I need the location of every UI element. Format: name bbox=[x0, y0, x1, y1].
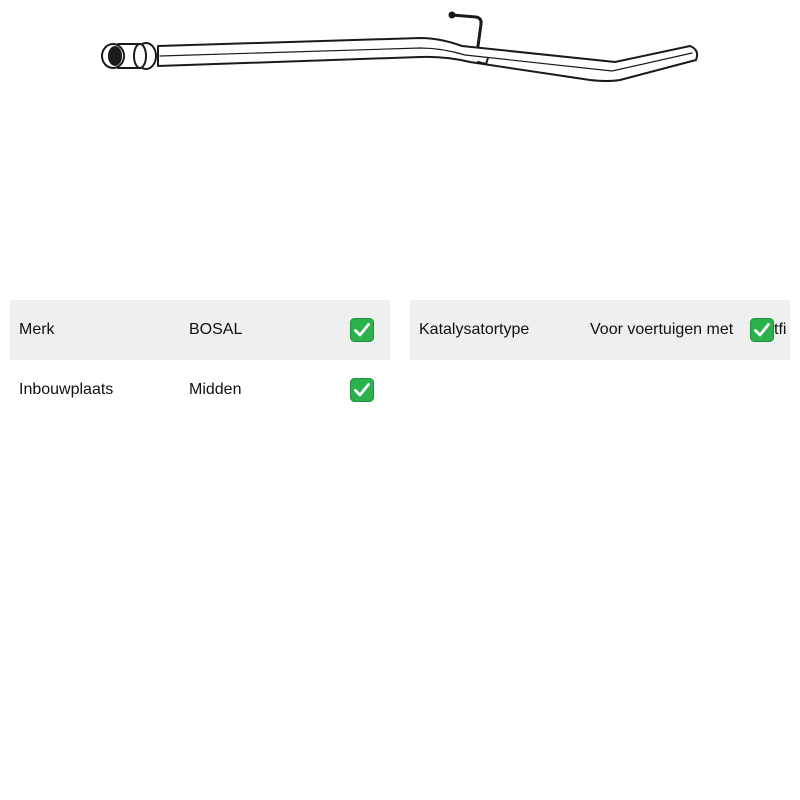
spec-table-left bbox=[10, 300, 390, 420]
spec-table-right bbox=[410, 300, 790, 360]
spec-row-katalysatortype bbox=[410, 300, 790, 360]
spec-value: Voor voertuigen met bbox=[590, 321, 734, 338]
spec-label: Katalysatortype bbox=[419, 321, 530, 338]
spec-label: Merk bbox=[19, 321, 55, 338]
spec-row-merk bbox=[10, 300, 390, 360]
spec-label: Inbouwplaats bbox=[19, 381, 114, 398]
check-icon bbox=[350, 318, 374, 342]
spec-value-overflow: tfi bbox=[774, 321, 787, 338]
product-image bbox=[0, 0, 800, 110]
exhaust-pipe-icon bbox=[0, 0, 800, 110]
spec-value: Midden bbox=[189, 381, 242, 398]
check-icon bbox=[750, 318, 774, 342]
check-icon bbox=[350, 378, 374, 402]
spec-row-inbouwplaats bbox=[10, 360, 390, 420]
spec-value: BOSAL bbox=[189, 321, 243, 338]
